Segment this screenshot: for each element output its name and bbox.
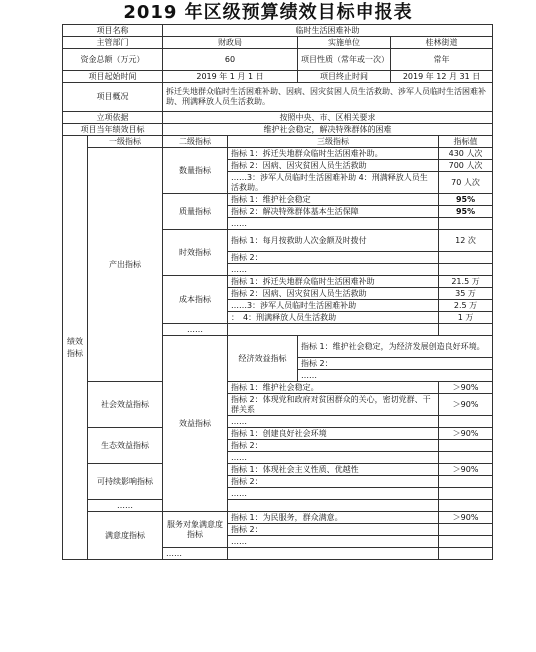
table-row: ……: [228, 218, 439, 230]
fund-value: 60: [163, 49, 298, 71]
table-row: ……: [228, 264, 439, 276]
table-row: [228, 324, 439, 336]
header-value: 指标值: [439, 136, 493, 148]
header-level3: 三级指标: [228, 136, 439, 148]
row-value: [439, 488, 493, 500]
annual-goal-label: 项目当年绩效目标: [63, 124, 163, 136]
row-value: [439, 476, 493, 488]
table-row: ……: [228, 452, 439, 464]
table-row: 指标 1：维护社会稳定: [228, 194, 439, 206]
table-row: 指标 1：每月按救助人次金额及时拨付: [228, 230, 439, 252]
row-value: [439, 548, 493, 560]
ellipsis-level2: ……: [163, 548, 228, 560]
output-indicators: 产出指标: [88, 148, 163, 382]
row-value: 70 人次: [439, 172, 493, 194]
performance-table: [62, 24, 493, 560]
row-value: ＞90%: [439, 512, 493, 524]
table-row: 指标 2：因病、因灾贫困人员生活救助: [228, 160, 439, 172]
performance-indicators-label: 绩效指标: [63, 136, 88, 560]
ecological-benefit-indicators: 生态效益指标: [88, 428, 163, 464]
row-value: ＞90%: [439, 464, 493, 476]
row-value: 12 次: [439, 230, 493, 252]
table-row: 指标 2：体现党和政府对贫困群众的关心，密切党群、干群关系: [228, 394, 439, 416]
table-row: 指标 2：: [228, 524, 439, 536]
timeliness-indicators: 时效指标: [163, 230, 228, 276]
basis-value: 按照中央、市、区相关要求: [163, 112, 493, 124]
project-name-value: 临时生活困难补助: [163, 25, 493, 37]
cost-indicators: 成本指标: [163, 276, 228, 324]
table-row: 指标 2：解决特殊群体基本生活保障: [228, 206, 439, 218]
table-row: [228, 548, 439, 560]
row-value: 95%: [439, 206, 493, 218]
row-value: 21.5 万: [439, 276, 493, 288]
row-value: [439, 416, 493, 428]
overview-value: 拆迁失地群众临时生活困难补助、因病、因灾贫困人员生活救助、涉军人员临时生活困难补助、刑满释放人员生活救助。: [163, 83, 493, 112]
table-row: 指标 2：因病、因灾贫困人员生活救助: [228, 288, 439, 300]
ellipsis-level2: ……: [88, 500, 163, 512]
table-row: 指标 1：拆迁失地群众临时生活困难补助: [228, 276, 439, 288]
table-row: ……3：涉军人员临时生活困难补助 4：刑满释放人员生活救助。: [228, 172, 439, 194]
start-value: 2019 年 1 月 1 日: [163, 71, 298, 83]
impl-label: 实施单位: [298, 37, 391, 49]
table-row: ： 4：刑满释放人员生活救助: [228, 312, 439, 324]
table-row: 指标 1：为民服务，群众满意。: [228, 512, 439, 524]
overview-label: 项目概况: [63, 83, 163, 112]
row-value: ＞90%: [439, 382, 493, 394]
table-row: 指标 1：维护社会稳定。: [228, 382, 439, 394]
social-benefit-indicators: 社会效益指标: [88, 382, 163, 428]
page-title: 2019 年区级预算绩效目标申报表: [123, 2, 413, 23]
sustainable-impact-indicators: 可持续影响指标: [88, 464, 163, 500]
dept-label: 主管部门: [63, 37, 163, 49]
benefit-indicators: 效益指标: [163, 336, 228, 512]
table-row: ……: [228, 536, 439, 548]
header-level2: 二级指标: [163, 136, 228, 148]
row-value: 430 人次: [439, 148, 493, 160]
table-row: 指标 1：拆迁失地群众临时生活困难补助。: [228, 148, 439, 160]
row-value: [439, 218, 493, 230]
nature-value: 常年: [391, 49, 493, 71]
economic-benefit-indicators: 经济效益指标: [228, 336, 298, 382]
end-value: 2019 年 12 月 31 日: [391, 71, 493, 83]
row-value: [439, 524, 493, 536]
row-value: [439, 252, 493, 264]
basis-label: 立项依据: [63, 112, 163, 124]
fund-label: 资金总额（万元）: [63, 49, 163, 71]
table-row: ……: [228, 488, 439, 500]
table-row: 指标 2：: [228, 476, 439, 488]
ellipsis-level2: ……: [163, 324, 228, 336]
table-row: ……: [228, 416, 439, 428]
row-value: 2.5 万: [439, 300, 493, 312]
row-value: ＞90%: [439, 428, 493, 440]
row-value: 35 万: [439, 288, 493, 300]
table-row: 指标 2：: [228, 252, 439, 264]
table-row: 指标 1：维护社会稳定，为经济发展创造良好环境。: [298, 336, 493, 358]
dept-value: 财政局: [163, 37, 298, 49]
project-name-label: 项目名称: [63, 25, 163, 37]
table-row: 指标 2：: [228, 440, 439, 452]
row-value: [439, 324, 493, 336]
annual-goal-value: 维护社会稳定，解决特殊群体的困难: [163, 124, 493, 136]
row-value: [439, 452, 493, 464]
satisfaction-indicators: 满意度指标: [88, 512, 163, 560]
nature-label: 项目性质（常年或一次）: [298, 49, 391, 71]
row-value: [439, 536, 493, 548]
row-value: 1 万: [439, 312, 493, 324]
row-value: [439, 264, 493, 276]
row-value: [439, 440, 493, 452]
table-row: 指标 1：体现社会主义性质、优越性: [228, 464, 439, 476]
impl-value: 桂林街道: [391, 37, 493, 49]
table-row: 指标 2：: [298, 358, 493, 370]
row-value: [439, 500, 493, 512]
table-row: 指标 1：创建良好社会环境: [228, 428, 439, 440]
table-row: [228, 500, 439, 512]
start-label: 项目起始时间: [63, 71, 163, 83]
table-row: ……: [298, 370, 493, 382]
row-value: 95%: [439, 194, 493, 206]
end-label: 项目终止时间: [298, 71, 391, 83]
service-satisfaction-indicators: 服务对象满意度指标: [163, 512, 228, 548]
header-level1: 一级指标: [88, 136, 163, 148]
quantity-indicators: 数量指标: [163, 148, 228, 194]
row-value: ＞90%: [439, 394, 493, 416]
quality-indicators: 质量指标: [163, 194, 228, 230]
table-row: ……3：涉军人员临时生活困难补助: [228, 300, 439, 312]
row-value: 700 人次: [439, 160, 493, 172]
